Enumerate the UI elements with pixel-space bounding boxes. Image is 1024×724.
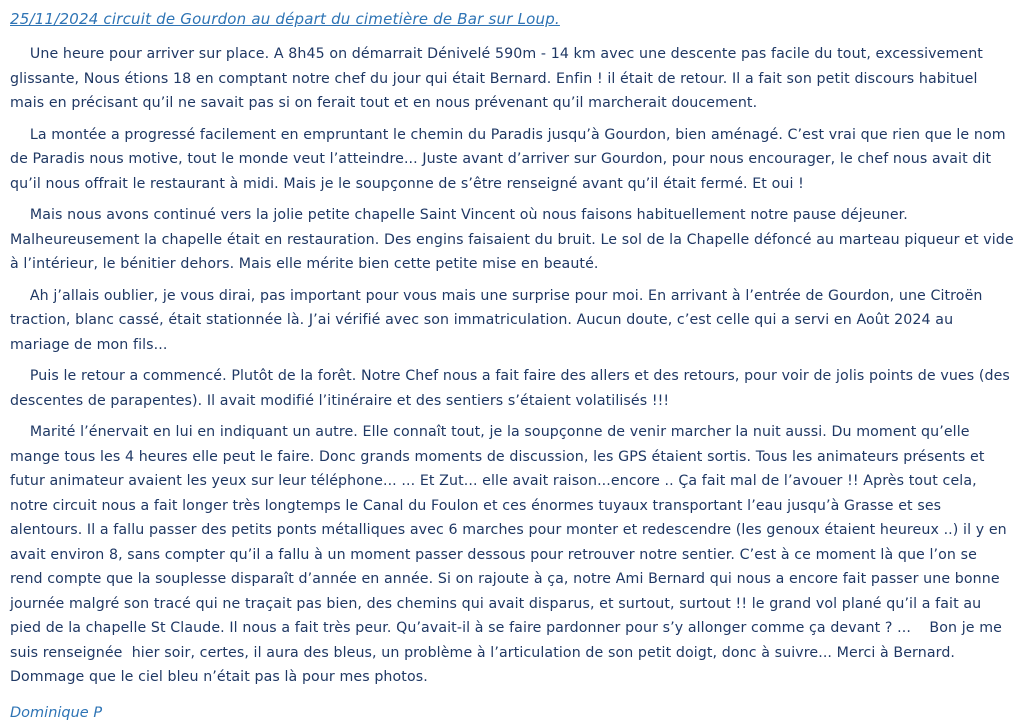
document-body [10,42,1019,690]
paragraph-montee-paradis: La montée a progressé facilement en empruntant le chemin du Paradis jusqu’à Gourdon, bien aménagé. C’est vrai que rien que le nom de Paradis nous motive, tout le monde veut l’atteindre... Juste avant d’arriver sur Gourdon, pour nous encourager, le chef nous avait dit qu’il nous offrait le restaurant à midi. Mais je le soupçonne de s’être renseigné avant qu’il était fermé. Et oui ! [10,126,1011,192]
document-title: 25/11/2024 circuit de Gourdon au départ du cimetière de Bar sur Loup. [10,10,560,28]
paragraph-arrival: Une heure pour arriver sur place. A 8h45 on démarrait Dénivelé 590m - 14 km avec une descente pas facile du tout, excessivement glissante, Nous étions 18 en comptant notre chef du jour qui était Bernard. Enfin ! il était de retour. Il a fait son petit discours habituel mais en précisant qu’il ne savait pas si on ferait tout et en nous prévenant qu’il marcherait doucement. [10,46,988,111]
paragraph-marite-canal-foulon: Marité l’énervait en lui en indiquant un autre. Elle connaît tout, je la soupçonne de venir marcher la nuit aussi. Du moment qu’elle mange tous les 4 heures elle peut le faire. Donc grands moments de discussion, les GPS étaient sortis. Tous les animateurs présents et futur animateur avaient les yeux sur leur téléphone... ... Et Zut... elle avait raison...encore .. Ça fait mal de l’avouer !! Après tout cela, notre circuit nous a fait longer très longtemps le Canal du Foulon et ces énormes tuyaux transportant l’eau jusqu’à Grasse et ses alentours. Il a fallu passer des petits ponts métalliques avec 6 marches pour monter et redescendre (les genoux étaient heureux ..) il y en avait environ 8, sans compter qu’il a fallu à un moment passer dessous pour retrouver notre sentier. C’est à ce moment là que l’on se rend compte que la souplesse disparaît d’année en année. Si on rajoute à ça, notre Ami Bernard qui nous a encore fait passer une bonne journée malgré son tracé qui ne traçait pas bien, des chemins qui avait disparus, et surtout, surtout !! le grand vol plané qu’il a fait au pied de la chapelle St Claude. Il nous a fait très peur. Qu’avait-il à se faire pardonner pour s’y allonger comme ça devant ? ... Bon je me suis renseignée hier soir, certes, il aura des bleus, un problème à l’articulation de son petit doigt, donc à suivre... Merci à Bernard. Dommage que le ciel bleu n’était pas là pour mes photos. [10,424,1012,685]
paragraph-citroen-traction: Ah j’allais oublier, je vous dirai, pas important pour vous mais une surprise pour moi. En arrivant à l’entrée de Gourdon, une Citroën traction, blanc cassé, était stationnée là. J’ai vérifié avec son immatriculation. Aucun doute, c’est celle qui a servi en Août 2024 au mariage de mon fils... [10,287,988,353]
paragraph-chapelle-saint-vincent: Mais nous avons continué vers la jolie petite chapelle Saint Vincent où nous faisons habituellement notre pause déjeuner. Malheureusement la chapelle était en restauration. Des engins faisaient du bruit. Le sol de la Chapelle défoncé au marteau piqueur et vide à l’intérieur, le bénitier dehors. Mais elle mérite bien cette petite mise en beauté. [10,207,1019,272]
paragraph-retour: Puis le retour a commencé. Plutôt de la forêt. Notre Chef nous a fait faire des allers et des retours, pour voir de jolis points de vues (des descentes de parapentes). Il avait modifié l’itinéraire et des sentiers s’étaient volatilisés !!! [10,368,1015,409]
signature: Dominique P [10,704,103,721]
